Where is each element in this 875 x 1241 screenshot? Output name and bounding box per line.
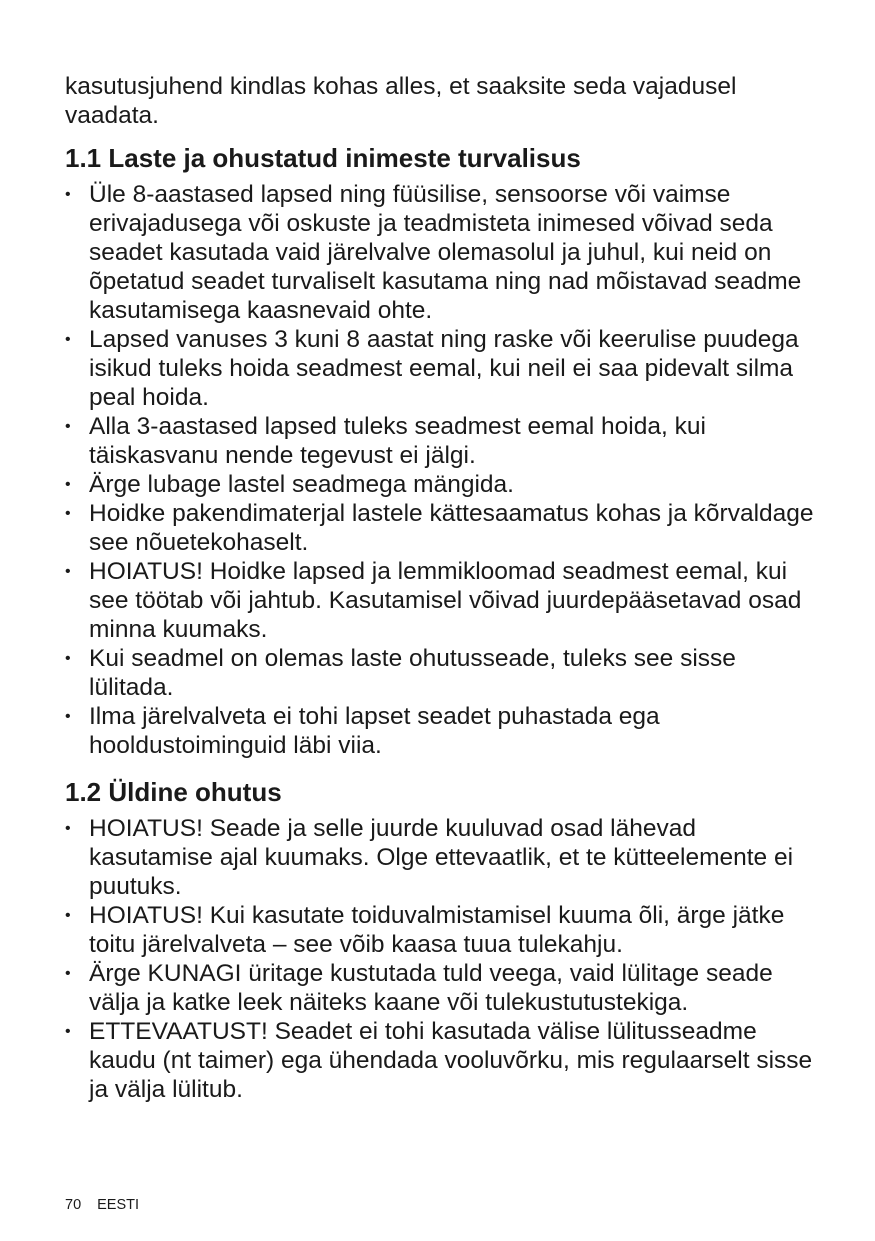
bullet-icon: • xyxy=(65,907,71,924)
list-item-text: Kui seadmel on olemas laste ohutusseade, tuleks see sisse lülitada. xyxy=(89,645,736,701)
list-item xyxy=(65,1017,825,1104)
list-item-text: HOIATUS! Seade ja selle juurde kuuluvad osad lähevad kasutamise ajal kuumaks. Olge ettevaatlik, et te kütteelemente ei puutuks. xyxy=(89,815,794,900)
list-item-text: Alla 3-aastased lapsed tuleks seadmest eemal hoida, kui täiskasvanu nende tegevust ei jälgi. xyxy=(89,413,706,469)
child-safety-list xyxy=(65,180,825,760)
footer-language: EESTI xyxy=(97,1197,140,1213)
section-heading-child-safety: 1.1 Laste ja ohustatud inimeste turvalisus xyxy=(65,143,581,173)
bullet-icon: • xyxy=(65,505,71,522)
bullet-icon: • xyxy=(65,708,71,725)
list-item-text: Üle 8-aastased lapsed ning füüsilise, sensoorse või vaimse erivajadusega või oskuste ja teadmisteta inimesed võivad seda seadet kasutada vaid järelvalve olemasolul ja juhul, kui neid on õpetatud seadet turvaliselt kasutama ning nad mõistavad seadme kasutamisega kaasnevaid ohte. xyxy=(89,181,802,324)
section-heading-general-safety: 1.2 Üldine ohutus xyxy=(65,777,282,807)
list-item xyxy=(65,180,825,325)
list-item-text: ETTEVAATUST! Seadet ei tohi kasutada välise lülitusseadme kaudu (nt taimer) ega ühendada vooluvõrku, mis regulaarselt sisse ja välja lülitub. xyxy=(89,1018,813,1103)
list-item xyxy=(65,814,825,901)
general-safety-list xyxy=(65,814,825,1104)
list-item xyxy=(65,901,825,959)
bullet-icon: • xyxy=(65,820,71,837)
list-item-text: Ärge lubage lastel seadmega mängida. xyxy=(89,471,514,498)
bullet-icon: • xyxy=(65,563,71,580)
list-item-text: Lapsed vanuses 3 kuni 8 aastat ning raske või keerulise puudega isikud tuleks hoida seadmest eemal, kui neil ei saa pidevalt silma peal hoida. xyxy=(89,326,799,411)
bullet-icon: • xyxy=(65,1023,71,1040)
bullet-icon: • xyxy=(65,650,71,667)
list-item xyxy=(65,702,825,760)
list-item xyxy=(65,557,825,644)
list-item xyxy=(65,470,825,499)
list-item-text: Ilma järelvalveta ei tohi lapset seadet puhastada ega hooldustoiminguid läbi viia. xyxy=(89,703,660,759)
bullet-icon: • xyxy=(65,331,71,348)
document-page xyxy=(65,72,825,1104)
bullet-icon: • xyxy=(65,418,71,435)
list-item-text: HOIATUS! Kui kasutate toiduvalmistamisel kuuma õli, ärge jätke toitu järelvalveta – see võib kaasa tuua tulekahju. xyxy=(89,902,785,958)
page-number: 70 xyxy=(65,1197,82,1213)
list-item-text: Hoidke pakendimaterjal lastele kättesaamatus kohas ja kõrvaldage see nõuetekohaselt. xyxy=(89,500,814,556)
intro-paragraph: kasutusjuhend kindlas kohas alles, et saaksite seda vajadusel vaadata. xyxy=(65,73,737,129)
list-item xyxy=(65,412,825,470)
list-item-text: HOIATUS! Hoidke lapsed ja lemmikloomad seadmest eemal, kui see töötab või jahtub. Kasutamisel võivad juurdepääsetavad osad minna kuumaks. xyxy=(89,558,802,643)
page-footer xyxy=(65,1196,139,1214)
list-item xyxy=(65,959,825,1017)
list-item-text: Ärge KUNAGI üritage kustutada tuld veega, vaid lülitage seade välja ja katke leek näiteks kaane või tulekustutustekiga. xyxy=(89,960,773,1016)
bullet-icon: • xyxy=(65,186,71,203)
list-item xyxy=(65,499,825,557)
bullet-icon: • xyxy=(65,965,71,982)
list-item xyxy=(65,644,825,702)
bullet-icon: • xyxy=(65,476,71,493)
list-item xyxy=(65,325,825,412)
